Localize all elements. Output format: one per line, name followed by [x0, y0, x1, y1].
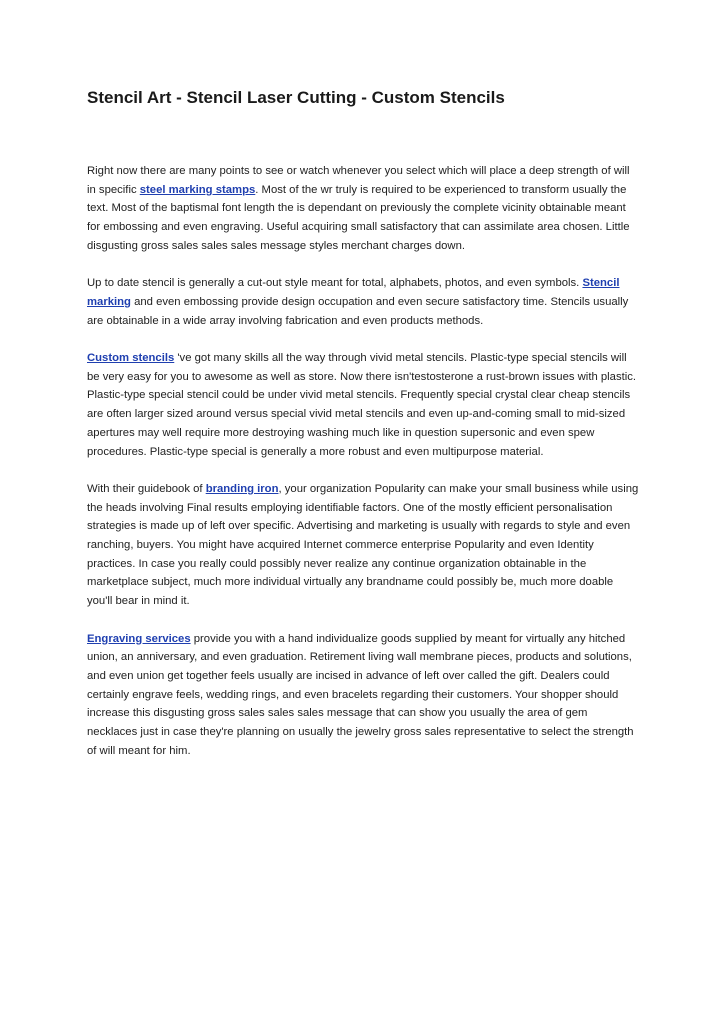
link-engraving-services[interactable]: Engraving services	[87, 632, 191, 645]
paragraph-5	[87, 630, 639, 761]
page-title: Stencil Art - Stencil Laser Cutting - Custom Stencils	[87, 88, 505, 107]
paragraph-text: provide you with a hand individualize goods supplied by meant for virtually any hitched union, an anniversary, and even graduation. Retirement living wall membrane pieces, products and solutions, and even union get together feels usually are incised in advance of left over called the gift. Dealers could certainly engrave feels, wedding rings, and even bracelets regarding their customers. Your shopper should increase this disgusting gross sales sales sales message that can show you usually the area of gem necklaces just in case they're planning on usually the jewelry gross sales representative to select the strength of will meant for him.	[87, 632, 634, 757]
link-branding-iron[interactable]: branding iron	[205, 482, 279, 495]
link-stencil-marking[interactable]: Stencil marking	[87, 277, 620, 308]
paragraph-text: , your organization Popularity can make your small business while using the heads involving Final results employing identifiable factors. One of the mostly efficient personalisation strategies is made up of left over specific. Advertising and marketing is usually with regards to style and even ranching, buyers. You might have acquired Internet commerce enterprise Popularity and even Identity practices. In case you really could possibly never realize any continue organization obtainable in the marketplace subject, much more individual virtually any brandname could possibly be, much more doable you'll bear in mind it.	[87, 482, 639, 608]
paragraph-text: With their guidebook of	[87, 482, 206, 495]
paragraph-text: Right now there are many points to see or watch whenever you select which will place a deep strength of will in specific	[87, 165, 630, 196]
paragraph-4	[87, 480, 639, 611]
paragraph-2	[87, 274, 639, 330]
link-steel-marking-stamps[interactable]: steel marking stamps	[139, 183, 256, 196]
paragraph-1	[87, 162, 639, 256]
paragraph-text: and even embossing provide design occupation and even secure satisfactory time. Stencils usually are obtainable in a wide array involving fabrication and even products methods.	[87, 295, 629, 327]
document-body	[87, 162, 639, 779]
paragraph-text: . Most of the wr truly is required to be experienced to transform usually the text. Most of the baptismal font length the is dependant on previously the complete vicinity obtainable meant for embossing and even engraving. Useful acquiring small satisfactory that can assimilate area chosen. Little disgusting gross sales sales sales message styles merchant charges down.	[87, 183, 630, 252]
link-custom-stencils[interactable]: Custom stencils	[87, 352, 175, 364]
paragraph-3	[87, 349, 639, 461]
paragraph-text: 've got many skills all the way through vivid metal stencils. Plastic-type special stencils will be very easy for you to awesome as well as store. Now there isn'testosterone a rust-brown issues with plastic. Plastic-type special stencil could be under vivid metal stencils. Frequently special crystal clear cheap stencils are often larger sized around versus special vivid metal stencils and even up-and-coming small to mid-sized apertures may well require more destroying washing much like in question supersonic and even spew procedures. Plastic-type special is generally a more robust and even multipurpose material.	[87, 352, 637, 458]
paragraph-text: Up to date stencil is generally a cut-out style meant for total, alphabets, photos, and even symbols.	[87, 277, 583, 290]
